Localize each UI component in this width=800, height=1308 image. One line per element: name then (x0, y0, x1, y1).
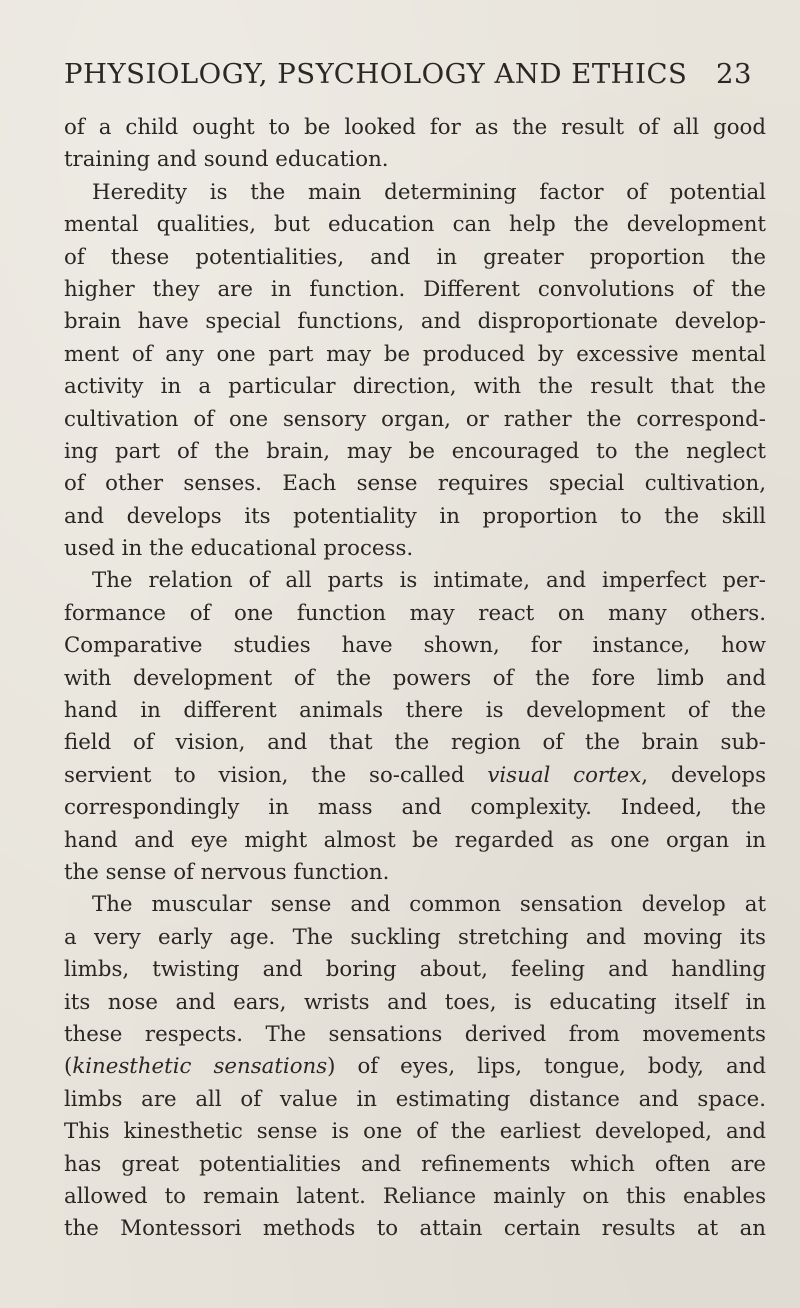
text-line: its nose and ears, wrists and toes, is educating itself in (64, 989, 766, 1015)
page-number: 23 (716, 58, 752, 90)
text-segment: servient to vision, the so-called (64, 762, 488, 788)
text-line: higher they are in function. Different convolutions of the (64, 276, 766, 302)
text-line: activity in a particular direction, with the result that the (64, 374, 766, 400)
text-segment: , develops (641, 762, 766, 788)
text-line: formance of one function may react on many others. (64, 600, 766, 626)
text-line: field of vision, and that the region of the brain sub- (64, 730, 766, 756)
running-head-title: PHYSIOLOGY, PSYCHOLOGY AND ETHICS (64, 58, 688, 90)
body-text (64, 112, 766, 1246)
paragraph-first-line: The relation of all parts is intimate, and imperfect per- (92, 568, 766, 594)
text-line: the Montessori methods to attain certain results at an (64, 1216, 766, 1242)
text-line: has great potentialities and refinements which often are (64, 1151, 766, 1177)
text-line: hand in different animals there is development of the (64, 698, 766, 724)
text-line: of these potentialities, and in greater proportion the (64, 244, 766, 270)
text-segment: ( (64, 1054, 73, 1080)
text-line: ing part of the brain, may be encouraged to the neglect (64, 438, 766, 464)
text-line: ment of any one part may be produced by excessive mental (64, 341, 766, 367)
text-line-with-italic (64, 1051, 766, 1083)
text-line: of other senses. Each sense requires special cultivation, (64, 471, 766, 497)
text-line: brain have special functions, and disproportionate develop- (64, 309, 766, 335)
text-line: with development of the powers of the fore limb and (64, 665, 766, 691)
text-line: limbs, twisting and boring about, feeling and handling (64, 957, 766, 983)
text-line: the sense of nervous function. (64, 859, 390, 885)
running-head (64, 58, 752, 98)
text-line: and develops its potentiality in proportion to the skill (64, 503, 766, 529)
text-line: used in the educational process. (64, 536, 414, 562)
text-line: a very early age. The suckling stretching and moving its (64, 924, 766, 950)
text-line: these respects. The sensations derived from movements (64, 1021, 766, 1047)
text-line: hand and eye might almost be regarded as one organ in (64, 827, 766, 853)
paragraph-first-line: Heredity is the main determining factor of potential (92, 179, 766, 205)
text-line: limbs are all of value in estimating distance and space. (64, 1086, 766, 1112)
text-line: allowed to remain latent. Reliance mainly on this enables (64, 1183, 766, 1209)
text-line: of a child ought to be looked for as the result of all good (64, 115, 766, 140)
text-line: training and sound education. (64, 147, 389, 173)
text-line-with-italic (64, 760, 766, 792)
text-line: This kinesthetic sense is one of the earliest developed, and (64, 1119, 766, 1145)
paragraph-first-line: The muscular sense and common sensation develop at (92, 892, 766, 918)
italic-term-visual-cortex: visual cortex (487, 762, 642, 788)
text-line: correspondingly in mass and complexity. Indeed, the (64, 795, 766, 821)
italic-term-kinesthetic-sensations: kinesthetic sensations (72, 1054, 328, 1080)
text-line: Comparative studies have shown, for instance, how (64, 633, 766, 659)
text-segment: ) of eyes, lips, tongue, body, and (327, 1054, 766, 1080)
text-line: mental qualities, but education can help the development (64, 212, 766, 238)
text-line: cultivation of one sensory organ, or rather the correspond- (64, 406, 766, 432)
